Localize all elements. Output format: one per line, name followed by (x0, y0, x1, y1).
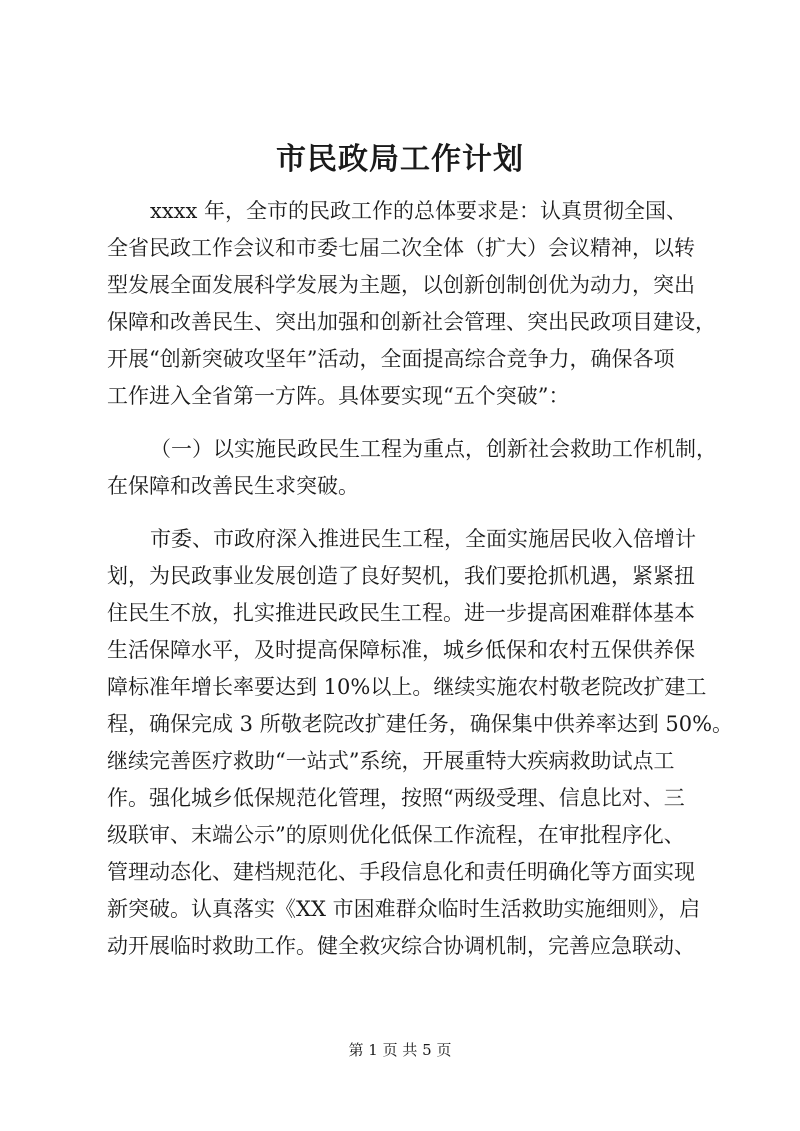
text-line: 在保障和改善民生求突破。 (107, 474, 359, 498)
page-title: 市民政局工作计划 (276, 142, 524, 177)
text-line: 动开展临时救助工作。健全救灾综合协调机制，完善应急联动、 (107, 934, 695, 958)
text-line: xxxx 年，全市的民政工作的总体要求是：认真贯彻全国、 (150, 199, 688, 223)
page-number: 第 1 页 共 5 页 (348, 1041, 452, 1059)
text-line: 型发展全面发展科学发展为主题，以创新创制创优为动力，突出 (107, 273, 695, 297)
text-line: 新突破。认真落实《XX 市困难群众临时生活救助实施细则》，启 (107, 897, 701, 921)
text-line: 作。强化城乡低保规范化管理，按照“两级受理、信息比对、三 (107, 786, 685, 810)
text-line: 程，确保完成 3 所敬老院改扩建任务，确保集中供养率达到 50%。 (107, 712, 734, 736)
text-line: 生活保障水平，及时提高保障标准，城乡低保和农村五保供养保 (107, 638, 695, 662)
text-line: 市委、市政府深入推进民生工程，全面实施居民收入倍增计 (150, 527, 696, 551)
text-line: 开展“创新突破攻坚年”活动，全面提高综合竞争力，确保各项 (107, 347, 675, 371)
text-line: 住民生不放，扎实推进民政民生工程。进一步提高困难群体基本 (107, 601, 695, 625)
text-line: 划，为民政事业发展创造了良好契机，我们要抢抓机遇，紧紧扭 (107, 564, 695, 588)
text-line: 保障和改善民生、突出加强和创新社会管理、突出民政项目建设， (107, 310, 716, 334)
text-line: 级联审、末端公示”的原则优化低保工作流程，在审批程序化、 (107, 823, 685, 847)
text-line: 全省民政工作会议和市委七届二次全体（扩大）会议精神，以转 (107, 236, 695, 260)
text-line: 继续完善医疗救助“一站式”系统，开展重特大疾病救助试点工 (107, 749, 675, 773)
section-heading: （一）以实施民政民生工程为重点，创新社会救助工作机制， (150, 437, 717, 461)
text-line: 障标准年增长率要达到 10%以上。继续实施农村敬老院改扩建工 (107, 675, 707, 699)
text-line: 工作进入全省第一方阵。具体要实现“五个突破”： (107, 384, 570, 408)
text-line: 管理动态化、建档规范化、手段信息化和责任明确化等方面实现 (107, 860, 695, 884)
